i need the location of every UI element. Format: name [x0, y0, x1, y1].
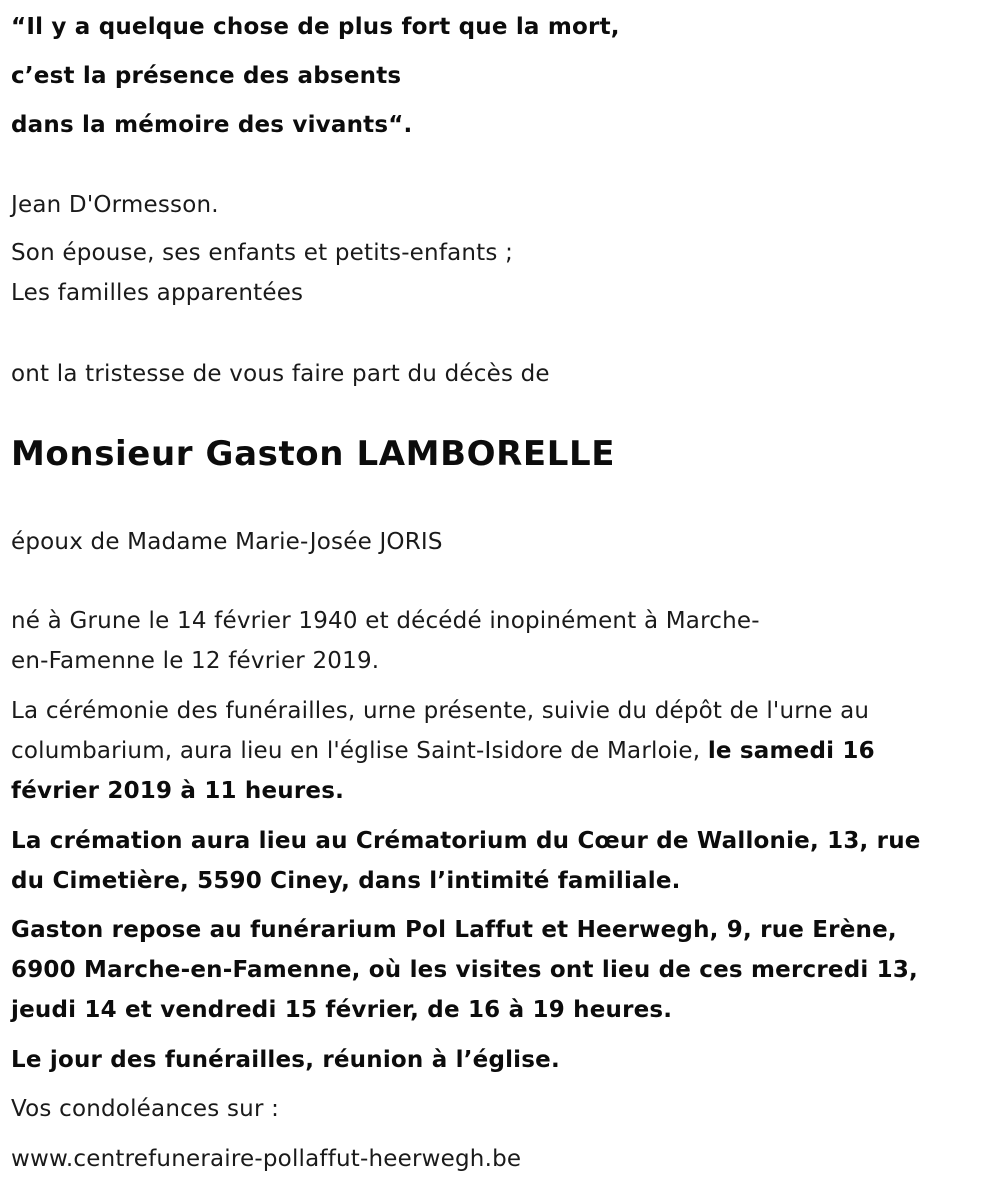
quote-line-2: c’est la présence des absents	[11, 63, 402, 89]
family-line-1: Son épouse, ses enfants et petits-enfants ;	[11, 240, 514, 266]
condolences-label: Vos condoléances sur :	[11, 1096, 280, 1122]
ceremony-date-text: le samedi 16	[707, 738, 875, 764]
ceremony-line-3: février 2019 à 11 heures.	[11, 778, 345, 804]
cremation-line-1: La crémation aura lieu au Crématorium du Cœur de Wallonie, 13, rue	[11, 828, 921, 854]
birth-death-line-1: né à Grune le 14 février 1940 et décédé inopinément à Marche-	[11, 608, 760, 634]
ceremony-line-1: La cérémonie des funérailles, urne présente, suivie du dépôt de l'urne au	[11, 698, 870, 724]
condolences-url[interactable]: www.centrefuneraire-pollaffut-heerwegh.be	[11, 1146, 522, 1172]
deceased-name: Monsieur Gaston LAMBORELLE	[11, 434, 616, 474]
ceremony-place-text: columbarium, aura lieu en l'église Saint-Isidore de Marloie,	[11, 738, 708, 764]
quote-author: Jean D'Ormesson.	[11, 192, 219, 218]
quote-line-3: dans la mémoire des vivants“.	[11, 112, 413, 138]
meeting-text: Le jour des funérailles, réunion à l’église.	[11, 1047, 560, 1073]
visitation-line-1: Gaston repose au funérarium Pol Laffut et Heerwegh, 9, rue Erène,	[11, 917, 897, 943]
ceremony-line-2	[11, 736, 875, 766]
cremation-line-2: du Cimetière, 5590 Ciney, dans l’intimité familiale.	[11, 868, 681, 894]
spouse-text: époux de Madame Marie-Josée JORIS	[11, 529, 443, 555]
visitation-line-2: 6900 Marche-en-Famenne, où les visites ont lieu de ces mercredi 13,	[11, 957, 918, 983]
quote-line-1: “Il y a quelque chose de plus fort que la mort,	[11, 14, 620, 40]
family-line-2: Les familles apparentées	[11, 280, 304, 306]
announcement-text: ont la tristesse de vous faire part du décès de	[11, 361, 550, 387]
visitation-line-3: jeudi 14 et vendredi 15 février, de 16 à 19 heures.	[11, 997, 673, 1023]
birth-death-line-2: en-Famenne le 12 février 2019.	[11, 648, 380, 674]
